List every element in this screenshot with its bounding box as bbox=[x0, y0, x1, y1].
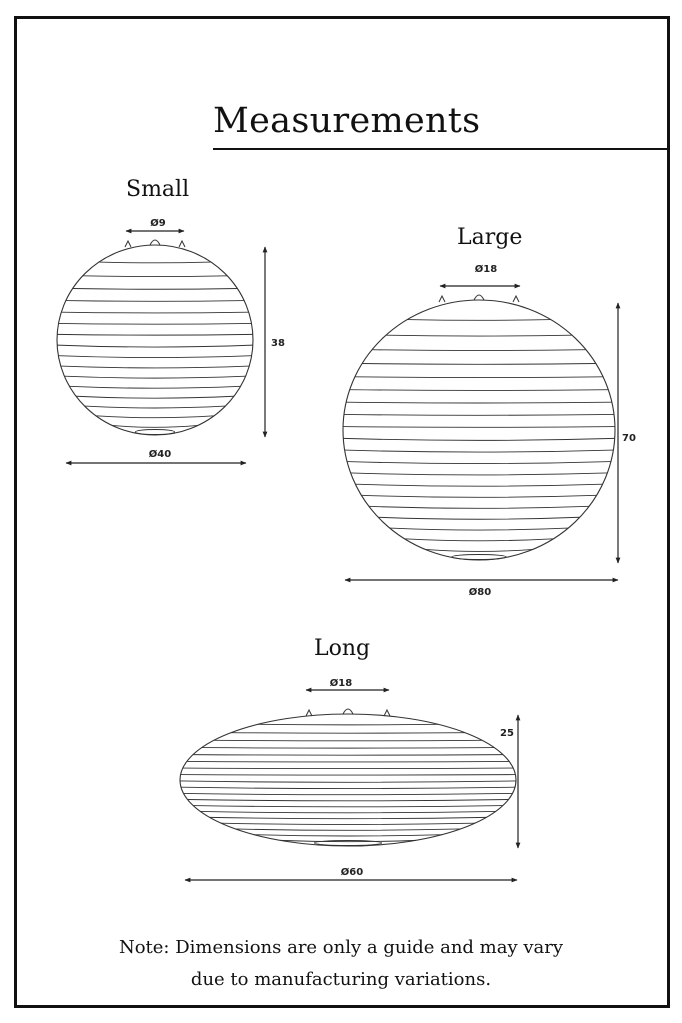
note-line-2: due to manufacturing variations. bbox=[190, 969, 492, 990]
lantern-top-fitting bbox=[150, 240, 160, 245]
lantern-hook bbox=[513, 296, 519, 302]
lantern-hook bbox=[306, 710, 312, 716]
page-title: Measurements bbox=[213, 101, 481, 141]
large-lantern-group bbox=[343, 263, 636, 598]
lantern-hook bbox=[179, 241, 185, 247]
lantern-hook bbox=[439, 296, 445, 302]
lantern-rib bbox=[258, 724, 439, 725]
disclaimer-note bbox=[40, 932, 642, 996]
large-diameter-label: Ø80 bbox=[468, 587, 492, 598]
small-size-heading: Small bbox=[126, 177, 190, 202]
lantern-rib bbox=[187, 761, 509, 762]
large-lantern-drawing bbox=[343, 295, 615, 560]
lantern-hook bbox=[125, 241, 131, 247]
lantern-rib bbox=[183, 768, 513, 769]
lantern-rib bbox=[214, 740, 482, 741]
note-line-1: Note: Dimensions are only a guide and may vary bbox=[118, 937, 564, 958]
long-lantern-drawing bbox=[180, 709, 516, 846]
small-height-label: 38 bbox=[271, 338, 285, 349]
long-top-diameter-label: Ø18 bbox=[329, 678, 353, 689]
lantern-rib bbox=[231, 733, 465, 734]
large-top-diameter-label: Ø18 bbox=[474, 264, 498, 275]
lantern-outline bbox=[343, 300, 615, 560]
large-size-heading: Large bbox=[457, 225, 523, 250]
lantern-rib bbox=[202, 748, 495, 749]
small-lantern-group bbox=[57, 217, 285, 463]
small-diameter-label: Ø40 bbox=[148, 449, 172, 460]
lantern-rib bbox=[181, 775, 516, 776]
lantern-outline bbox=[180, 714, 516, 846]
small-top-diameter-label: Ø9 bbox=[150, 218, 166, 229]
long-height-label: 25 bbox=[500, 728, 514, 739]
lantern-top-fitting bbox=[343, 709, 353, 714]
small-lantern-drawing bbox=[57, 240, 253, 435]
long-diameter-label: Ø60 bbox=[340, 867, 364, 878]
large-height-label: 70 bbox=[622, 433, 636, 444]
lantern-rib bbox=[193, 755, 503, 756]
lantern-hook bbox=[384, 710, 390, 716]
long-lantern-group bbox=[180, 677, 518, 880]
lantern-top-fitting bbox=[474, 295, 484, 300]
long-size-heading: Long bbox=[314, 636, 371, 661]
